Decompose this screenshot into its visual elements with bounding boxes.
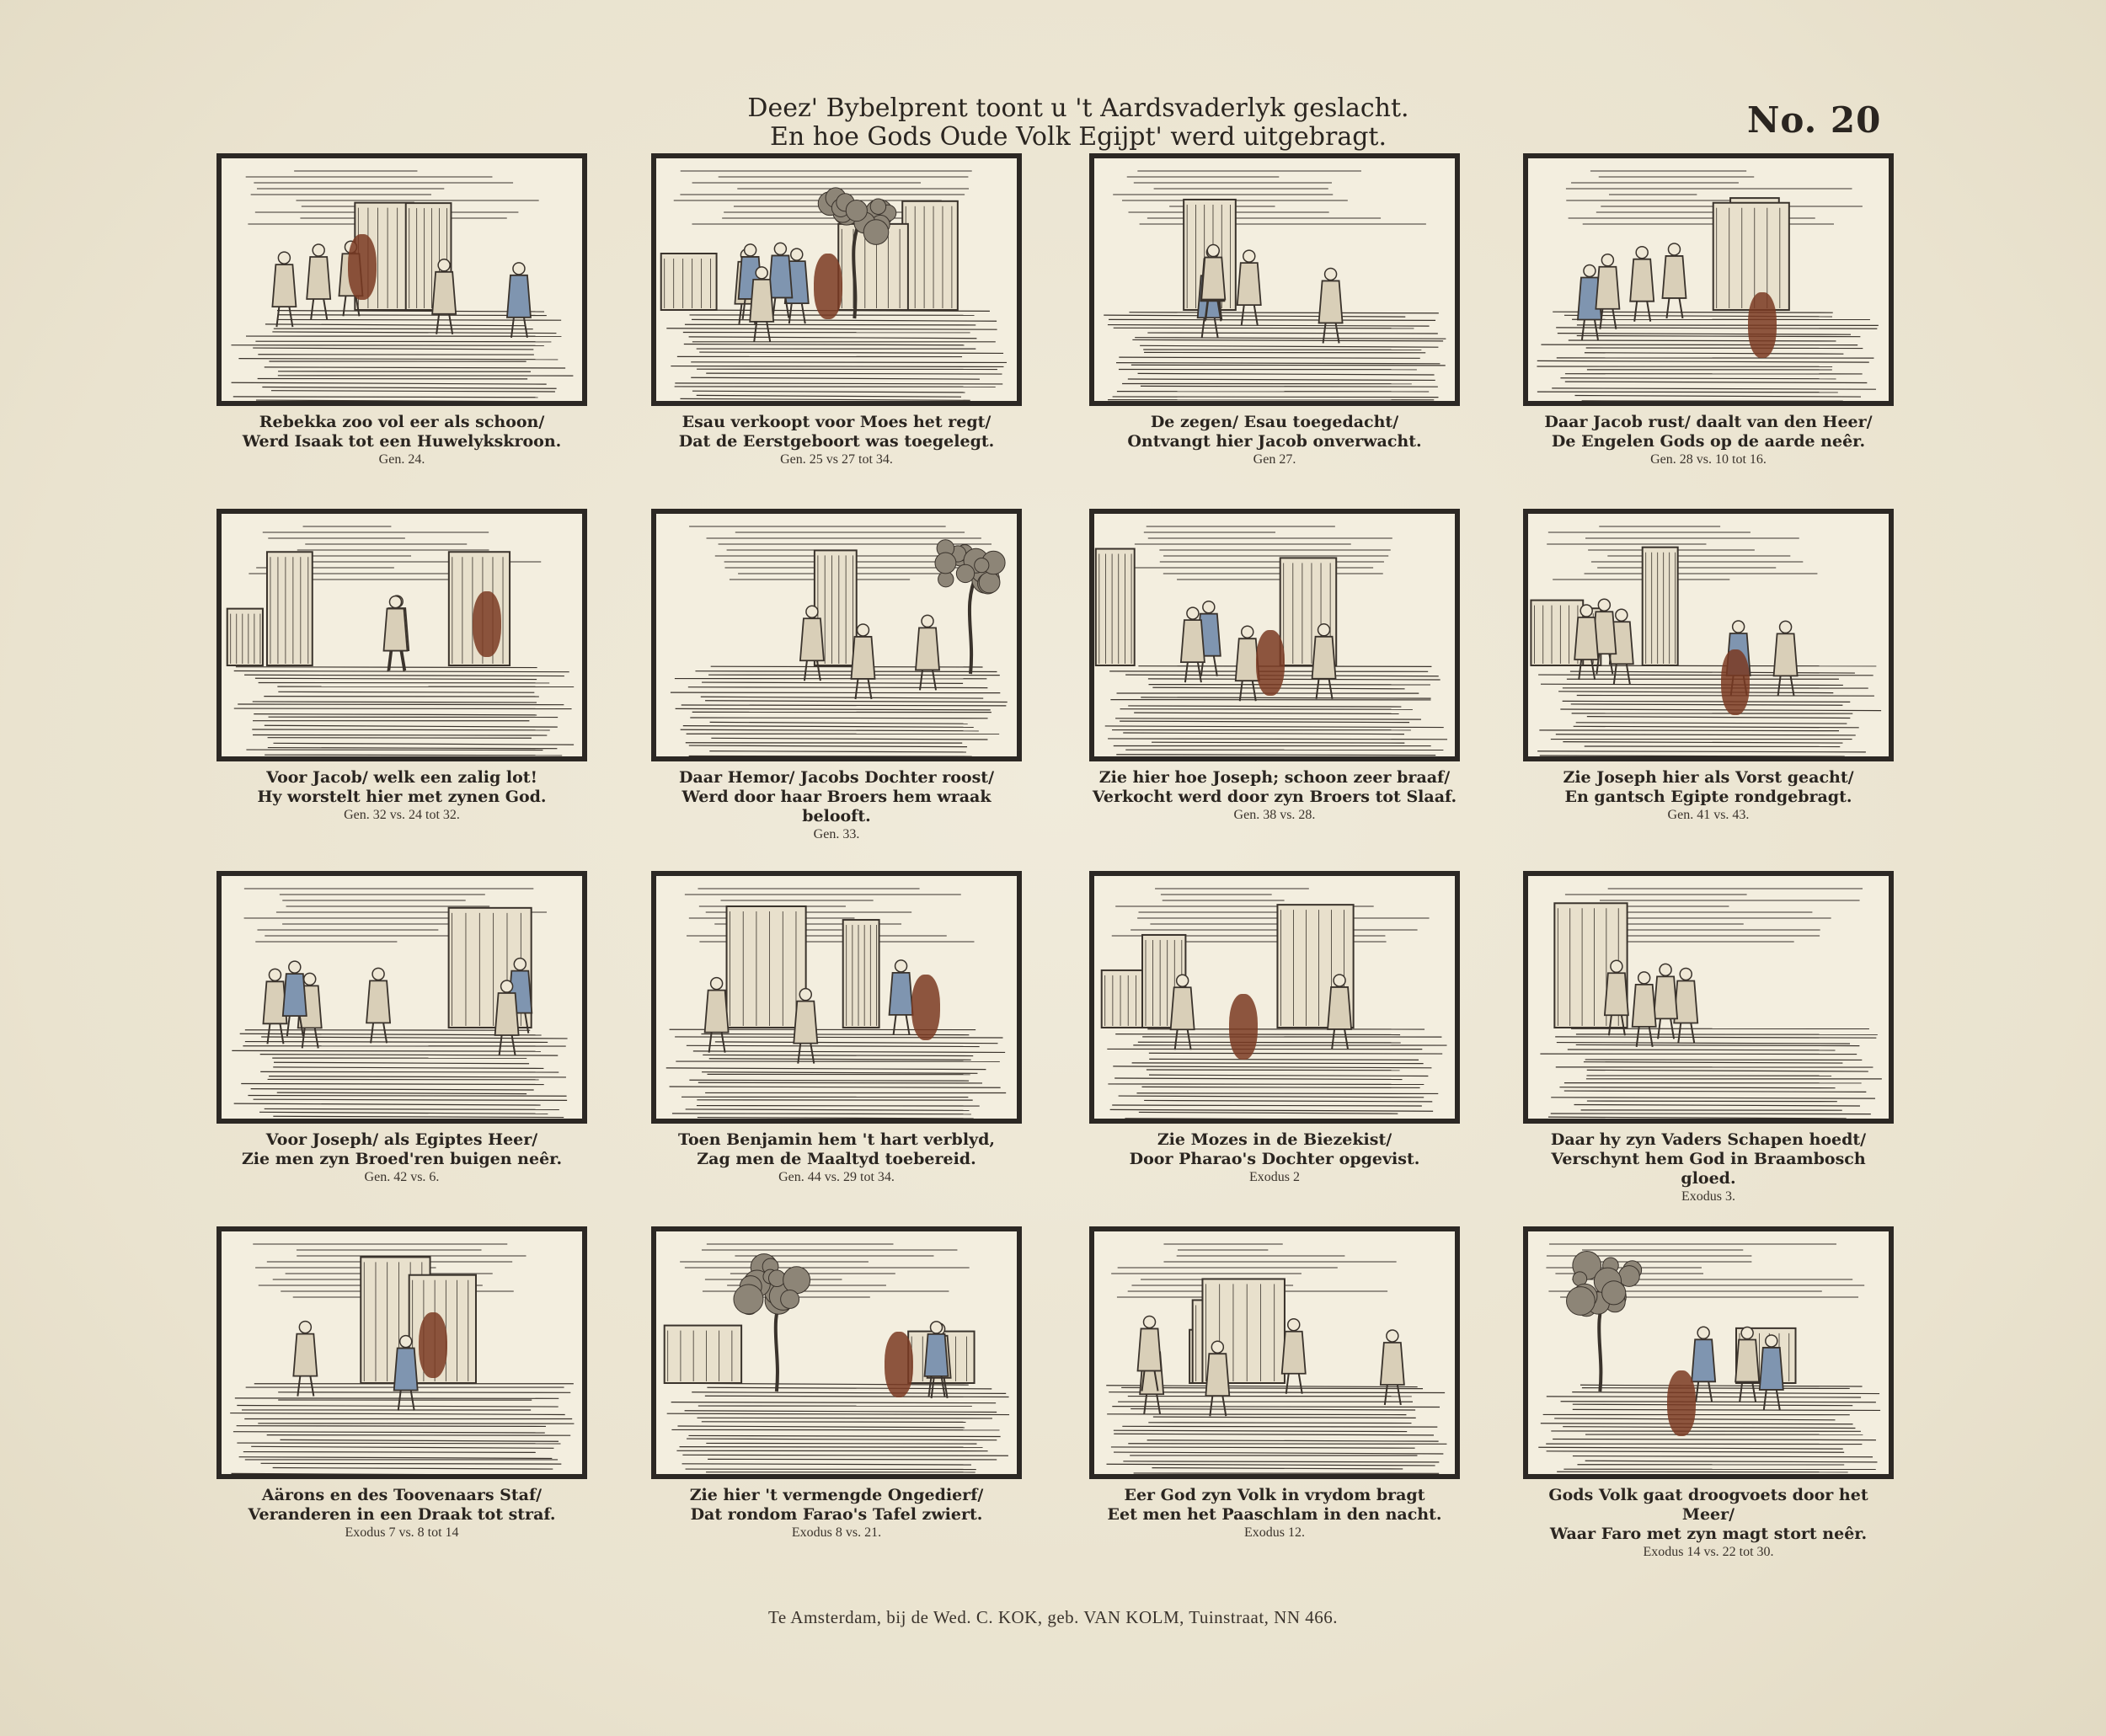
- caption-line-2: Veranderen in een Draak tot straf.: [248, 1505, 556, 1524]
- print-panel: [651, 153, 1022, 467]
- stain-mark: [419, 1312, 447, 1378]
- panel-caption: [1089, 1130, 1460, 1169]
- scripture-reference: Exodus 7 vs. 8 tot 14: [345, 1525, 459, 1540]
- stain-mark: [911, 975, 940, 1040]
- panel-caption: [1523, 768, 1894, 807]
- print-panel: [1523, 1226, 1894, 1560]
- caption-line-2: Hy worstelt hier met zynen God.: [257, 788, 547, 806]
- stain-mark: [814, 254, 842, 319]
- stain-mark: [348, 234, 377, 300]
- panel-caption: [651, 413, 1022, 451]
- caption-line-2: Verschynt hem God in Braambosch gloed.: [1551, 1150, 1866, 1188]
- panel-caption: [216, 1486, 587, 1525]
- panel-caption: [216, 413, 587, 451]
- scripture-reference: Gen. 25 vs 27 tot 34.: [780, 452, 893, 467]
- caption-line-1: Zie Mozes in de Biezekist/: [1157, 1130, 1392, 1149]
- caption-line-1: De zegen/ Esau toegedacht/: [1150, 413, 1399, 431]
- scripture-reference: Gen. 28 vs. 10 tot 16.: [1650, 452, 1767, 467]
- staff-scene: [216, 1226, 587, 1479]
- title-line-2: En hoe Gods Oude Volk Egijpt' werd uitgebragt.: [770, 122, 1387, 152]
- print-panel: [1089, 509, 1460, 823]
- caption-line-1: Esau verkoopt voor Moes het regt/: [682, 413, 992, 431]
- scripture-reference: Exodus 3.: [1681, 1189, 1735, 1204]
- caption-line-2: De Engelen Gods op de aarde neêr.: [1551, 432, 1866, 451]
- imprint: Te Amsterdam, bij de Wed. C. KOK, geb. VAN KOLM, Tuinstraat, NN 466.: [768, 1607, 1338, 1627]
- panel-caption: [1523, 1130, 1894, 1188]
- scripture-reference: Gen. 32 vs. 24 tot 32.: [344, 808, 460, 822]
- caption-line-1: Daar Hemor/ Jacobs Dochter roost/: [678, 768, 995, 787]
- scripture-reference: Gen. 44 vs. 29 tot 34.: [778, 1170, 895, 1184]
- panel-caption: [1089, 413, 1460, 451]
- caption-line-1: Zie hier 't vermengde Ongedierf/: [689, 1486, 984, 1504]
- print-panel: [1523, 509, 1894, 823]
- sea-scene: [1523, 1226, 1894, 1479]
- interior-scene: [651, 153, 1022, 406]
- print-panel: [216, 509, 587, 823]
- page-title: [741, 94, 1415, 152]
- print-panel: [216, 153, 587, 467]
- scripture-reference: Gen. 42 vs. 6.: [364, 1170, 440, 1184]
- print-panel: [651, 1226, 1022, 1541]
- panel-caption: [651, 1486, 1022, 1525]
- town-scene: [651, 509, 1022, 761]
- caption-line-2: Zie men zyn Broed'ren buigen neêr.: [241, 1150, 563, 1168]
- caption-line-1: Voor Joseph/ als Egiptes Heer/: [265, 1130, 538, 1149]
- feast-scene: [651, 871, 1022, 1124]
- stain-mark: [1229, 994, 1258, 1060]
- print-panel: [216, 1226, 587, 1541]
- print-panel: [1089, 871, 1460, 1185]
- caption-line-1: Rebekka zoo vol eer als schoon/: [259, 413, 545, 431]
- caption-line-1: Zie hier hoe Joseph; schoon zeer braaf/: [1098, 768, 1451, 787]
- stain-mark: [885, 1332, 913, 1397]
- plate-number: No. 20: [1747, 99, 1882, 141]
- print-panel: [1089, 153, 1460, 467]
- bush-scene: [1523, 871, 1894, 1124]
- panel-caption: [1523, 413, 1894, 451]
- scripture-reference: Gen. 41 vs. 43.: [1667, 808, 1750, 822]
- print-panel: [1523, 153, 1894, 467]
- caption-line-2: Werd door haar Broers hem wraak belooft.: [682, 788, 992, 825]
- stain-mark: [1721, 649, 1750, 715]
- caption-line-2: Werd Isaak tot een Huwelykskroon.: [242, 432, 562, 451]
- caption-line-1: Aärons en des Toovenaars Staf/: [261, 1486, 543, 1504]
- scripture-reference: Exodus 8 vs. 21.: [791, 1525, 882, 1540]
- wrestling-scene: [216, 509, 587, 761]
- print-panel: [651, 871, 1022, 1185]
- court-scene: [216, 871, 587, 1124]
- caption-line-2: Door Pharao's Dochter opgevist.: [1129, 1150, 1420, 1168]
- caption-line-1: Toen Benjamin hem 't hart verblyd,: [678, 1130, 995, 1149]
- panel-caption: [1089, 1486, 1460, 1525]
- title-line-1: Deez' Bybelprent toont u 't Aardsvaderlyk geslacht.: [747, 93, 1409, 123]
- panel-caption: [216, 768, 587, 807]
- caption-line-1: Zie Joseph hier als Vorst geacht/: [1563, 768, 1854, 787]
- caption-line-1: Daar hy zyn Vaders Schapen hoedt/: [1550, 1130, 1867, 1149]
- panel-caption: [1089, 768, 1460, 807]
- print-panel: [216, 871, 587, 1185]
- panel-caption: [651, 768, 1022, 826]
- scripture-reference: Gen. 24.: [378, 452, 425, 467]
- stain-mark: [1748, 292, 1777, 358]
- print-panel: [651, 509, 1022, 842]
- scripture-reference: Gen 27.: [1253, 452, 1296, 467]
- caption-line-2: Dat rondom Farao's Tafel zwiert.: [690, 1505, 983, 1524]
- bed-scene: [1089, 153, 1460, 406]
- caption-line-2: Zag men de Maaltyd toebereid.: [697, 1150, 976, 1168]
- caption-line-2: En gantsch Egipte rondgebragt.: [1564, 788, 1852, 806]
- panel-caption: [1523, 1486, 1894, 1544]
- panel-caption: [651, 1130, 1022, 1169]
- stain-mark: [473, 591, 501, 657]
- scripture-reference: Gen. 33.: [813, 827, 860, 841]
- caption-line-1: Voor Jacob/ welk een zalig lot!: [266, 768, 537, 787]
- print-panel: [1089, 1226, 1460, 1541]
- caption-line-1: Gods Volk gaat droogvoets door het Meer/: [1548, 1486, 1868, 1524]
- scripture-reference: Exodus 2: [1249, 1170, 1300, 1184]
- crowd-scene: [1089, 509, 1460, 761]
- scripture-reference: Exodus 12.: [1244, 1525, 1305, 1540]
- swarm-scene: [651, 1226, 1022, 1479]
- caption-line-2: Verkocht werd door zyn Broers tot Slaaf.: [1092, 788, 1457, 806]
- scripture-reference: Gen. 38 vs. 28.: [1233, 808, 1316, 822]
- caption-line-2: Dat de Eerstgeboort was toegelegt.: [678, 432, 995, 451]
- caption-line-2: Waar Faro met zyn magt stort neêr.: [1549, 1525, 1868, 1543]
- print-panel: [1523, 871, 1894, 1205]
- panel-caption: [216, 1130, 587, 1169]
- caption-line-2: Ontvangt hier Jacob onverwacht.: [1127, 432, 1422, 451]
- caption-line-1: Daar Jacob rust/ daalt van den Heer/: [1544, 413, 1873, 431]
- stain-mark: [1256, 630, 1285, 696]
- caption-line-1: Eer God zyn Volk in vrydom bragt: [1124, 1486, 1425, 1504]
- chariot-scene: [1523, 509, 1894, 761]
- stain-mark: [1667, 1370, 1696, 1436]
- well-scene: [216, 153, 587, 406]
- passover-scene: [1089, 1226, 1460, 1479]
- river-scene: [1089, 871, 1460, 1124]
- caption-line-2: Eet men het Paaschlam in den nacht.: [1107, 1505, 1442, 1524]
- scripture-reference: Exodus 14 vs. 22 tot 30.: [1643, 1545, 1774, 1559]
- ladder-scene: [1523, 153, 1894, 406]
